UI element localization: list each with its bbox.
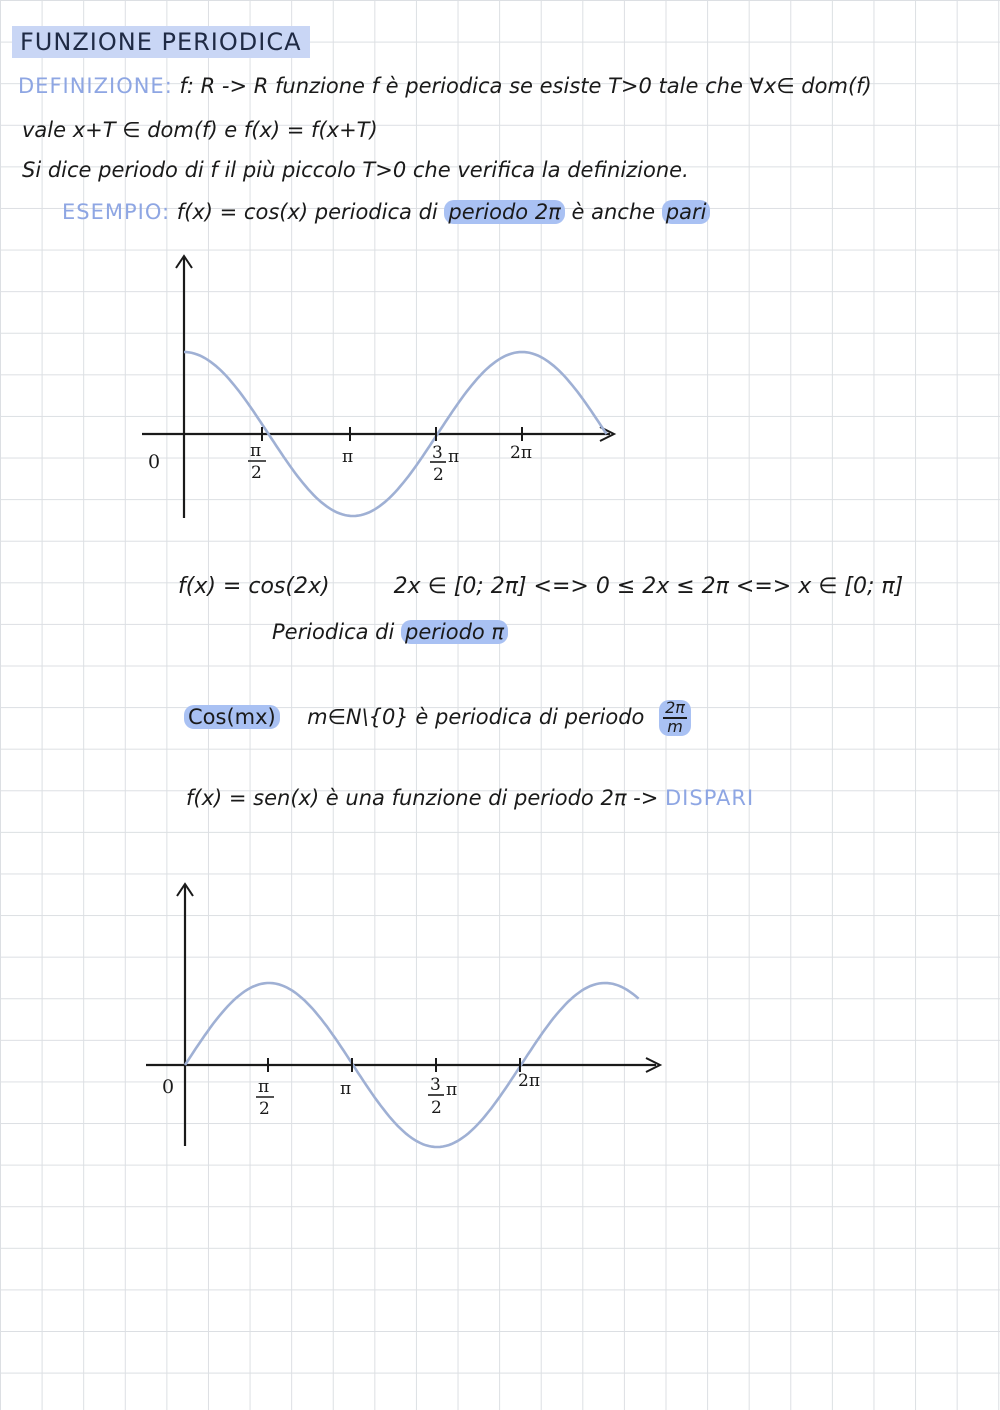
definition-text-1: f: R -> R funzione f è periodica se esiste T>0 tale che ∀x∈ dom(f): [179, 74, 872, 98]
cosine-graph: [0, 240, 1000, 540]
cos-tick-label-4: 2π: [510, 443, 532, 463]
cos-tick-label-3-suffix: π: [448, 447, 460, 467]
sin-tick-label-3-suffix: π: [446, 1080, 458, 1100]
definition-line-3: Si dice periodo di f il più piccolo T>0 che verifica la definizione.: [22, 158, 689, 182]
sin-tick-label-1-den: 2: [259, 1099, 270, 1119]
example-text-middle: è anche: [564, 200, 662, 224]
sin-text: f(x) = sen(x) è una funzione di periodo 2π ->: [186, 786, 659, 810]
cos2x-equivalence: 2x ∈ [0; 2π] <=> 0 ≤ 2x ≤ 2π <=> x ∈ [0; π]: [393, 574, 904, 599]
sin-line: [186, 786, 754, 810]
definition-label: DEFINIZIONE:: [18, 74, 173, 98]
cos-tick-label-1-den: 2: [251, 463, 262, 483]
cosmx-period-fraction: [659, 700, 691, 736]
period-highlight: periodo 2π: [444, 200, 564, 224]
example-line: [62, 200, 710, 224]
cos2x-periodic-line: [272, 620, 508, 644]
example-label: ESEMPIO:: [62, 200, 171, 224]
sin-tick-label-1-num: π: [258, 1077, 270, 1097]
cos2x-periodic-text: Periodica di: [272, 620, 401, 644]
sin-tick-label-4: 2π: [518, 1071, 540, 1091]
example-text-before: f(x) = cos(x) periodica di: [176, 200, 445, 224]
sin-tick-label-2: π: [340, 1079, 352, 1099]
cos-origin-label: 0: [148, 451, 161, 473]
cosmx-text: m∈N\{0} è periodica di periodo: [307, 704, 645, 729]
cos2x-line: [178, 574, 903, 599]
sin-origin-label: 0: [162, 1076, 175, 1098]
cos2x-formula: f(x) = cos(2x): [178, 574, 330, 599]
sine-graph: [0, 870, 1000, 1170]
definition-line-1: [18, 74, 872, 98]
cosmx-frac-den: m: [667, 716, 683, 736]
sin-tick-label-3-num: 3: [430, 1075, 441, 1095]
cos-tick-label-3-den: 2: [433, 465, 444, 485]
sin-tick-label-3-den: 2: [431, 1098, 442, 1118]
parity-highlight: pari: [662, 200, 711, 224]
page-title: FUNZIONE PERIODICA: [12, 26, 310, 58]
cos-tick-label-1-num: π: [250, 441, 262, 461]
cosmx-frac-num: 2π: [665, 698, 685, 717]
cos-tick-label-3-num: 3: [432, 443, 443, 463]
cosmx-line: [184, 700, 691, 736]
definition-line-2: vale x+T ∈ dom(f) e f(x) = f(x+T): [22, 118, 378, 142]
cos2x-period-highlight: periodo π: [401, 620, 508, 644]
cosmx-highlight: Cos(mx): [184, 705, 280, 729]
cos-tick-label-2: π: [342, 447, 354, 467]
sin-parity: DISPARI: [665, 786, 755, 810]
